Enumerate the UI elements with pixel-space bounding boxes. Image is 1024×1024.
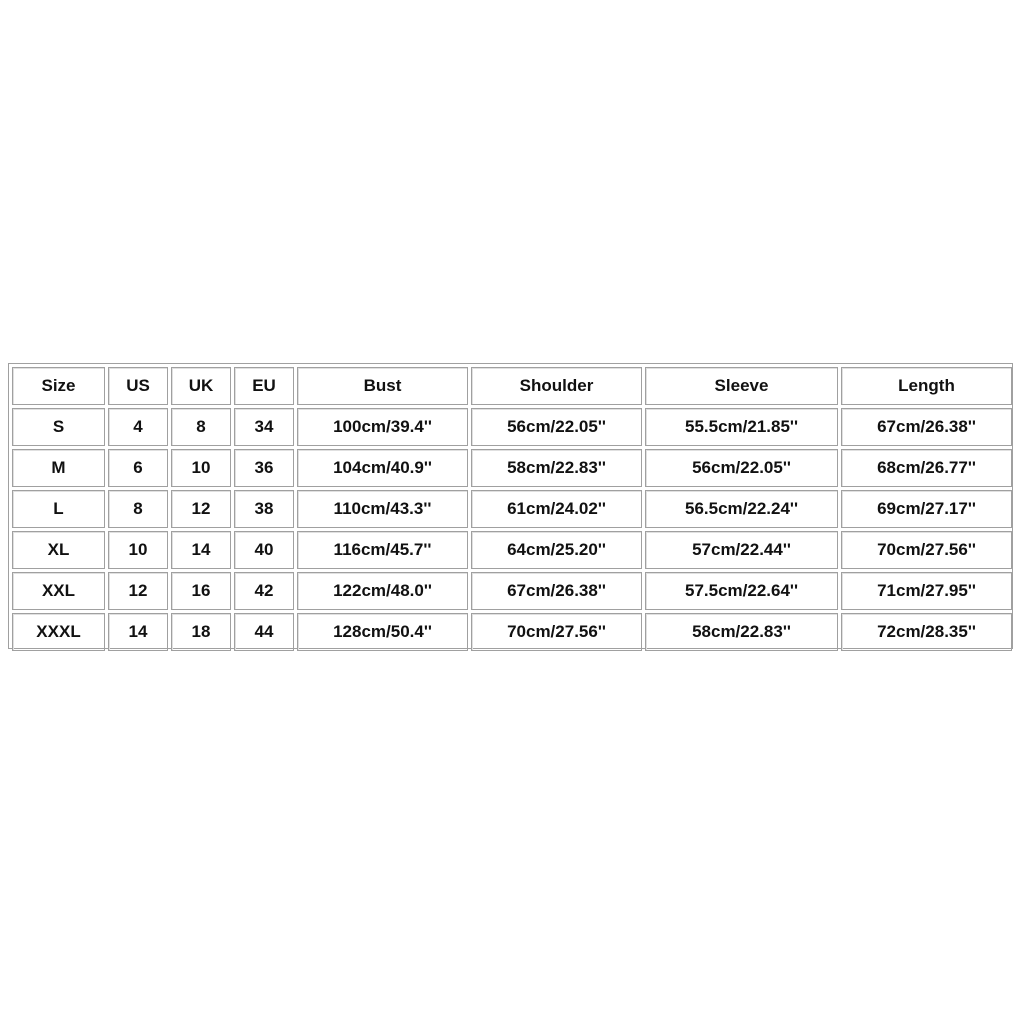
table-cell: 44 (234, 613, 294, 651)
size-chart (8, 363, 1013, 649)
table-cell: M (12, 449, 105, 487)
table-cell: 6 (108, 449, 168, 487)
table-cell: 10 (171, 449, 231, 487)
table-cell: 64cm/25.20'' (471, 531, 642, 569)
table-cell: 58cm/22.83'' (471, 449, 642, 487)
table-cell: 40 (234, 531, 294, 569)
table-cell: 14 (108, 613, 168, 651)
table-cell: 71cm/27.95'' (841, 572, 1012, 610)
header-row (12, 367, 1012, 405)
table-cell: 57cm/22.44'' (645, 531, 838, 569)
table-row (12, 408, 1012, 446)
table-cell: 128cm/50.4'' (297, 613, 468, 651)
header-cell-length: Length (841, 367, 1012, 405)
table-cell: 68cm/26.77'' (841, 449, 1012, 487)
table-cell: 34 (234, 408, 294, 446)
table-cell: 57.5cm/22.64'' (645, 572, 838, 610)
table-cell: 67cm/26.38'' (471, 572, 642, 610)
table-row (12, 531, 1012, 569)
header-cell-eu: EU (234, 367, 294, 405)
table-cell: 100cm/39.4'' (297, 408, 468, 446)
table-cell: 42 (234, 572, 294, 610)
table-cell: 61cm/24.02'' (471, 490, 642, 528)
header-cell-size: Size (12, 367, 105, 405)
table-cell: L (12, 490, 105, 528)
size-chart-table (9, 364, 1015, 654)
header-cell-shoulder: Shoulder (471, 367, 642, 405)
table-cell: XL (12, 531, 105, 569)
table-cell: 67cm/26.38'' (841, 408, 1012, 446)
table-cell: 18 (171, 613, 231, 651)
table-cell: 122cm/48.0'' (297, 572, 468, 610)
table-cell: 10 (108, 531, 168, 569)
table-cell: 14 (171, 531, 231, 569)
table-cell: 12 (108, 572, 168, 610)
table-cell: 56.5cm/22.24'' (645, 490, 838, 528)
table-row (12, 449, 1012, 487)
table-cell: 72cm/28.35'' (841, 613, 1012, 651)
header-cell-bust: Bust (297, 367, 468, 405)
header-cell-uk: UK (171, 367, 231, 405)
table-cell: 56cm/22.05'' (471, 408, 642, 446)
table-cell: XXXL (12, 613, 105, 651)
table-row (12, 613, 1012, 651)
table-cell: S (12, 408, 105, 446)
table-cell: 4 (108, 408, 168, 446)
table-cell: 36 (234, 449, 294, 487)
table-cell: XXL (12, 572, 105, 610)
table-cell: 70cm/27.56'' (471, 613, 642, 651)
table-row (12, 490, 1012, 528)
table-cell: 104cm/40.9'' (297, 449, 468, 487)
table-cell: 69cm/27.17'' (841, 490, 1012, 528)
table-cell: 16 (171, 572, 231, 610)
table-row (12, 572, 1012, 610)
table-cell: 12 (171, 490, 231, 528)
table-cell: 38 (234, 490, 294, 528)
header-cell-us: US (108, 367, 168, 405)
table-cell: 56cm/22.05'' (645, 449, 838, 487)
table-cell: 70cm/27.56'' (841, 531, 1012, 569)
table-cell: 55.5cm/21.85'' (645, 408, 838, 446)
table-cell: 116cm/45.7'' (297, 531, 468, 569)
table-cell: 8 (108, 490, 168, 528)
header-cell-sleeve: Sleeve (645, 367, 838, 405)
table-cell: 8 (171, 408, 231, 446)
table-cell: 58cm/22.83'' (645, 613, 838, 651)
table-cell: 110cm/43.3'' (297, 490, 468, 528)
